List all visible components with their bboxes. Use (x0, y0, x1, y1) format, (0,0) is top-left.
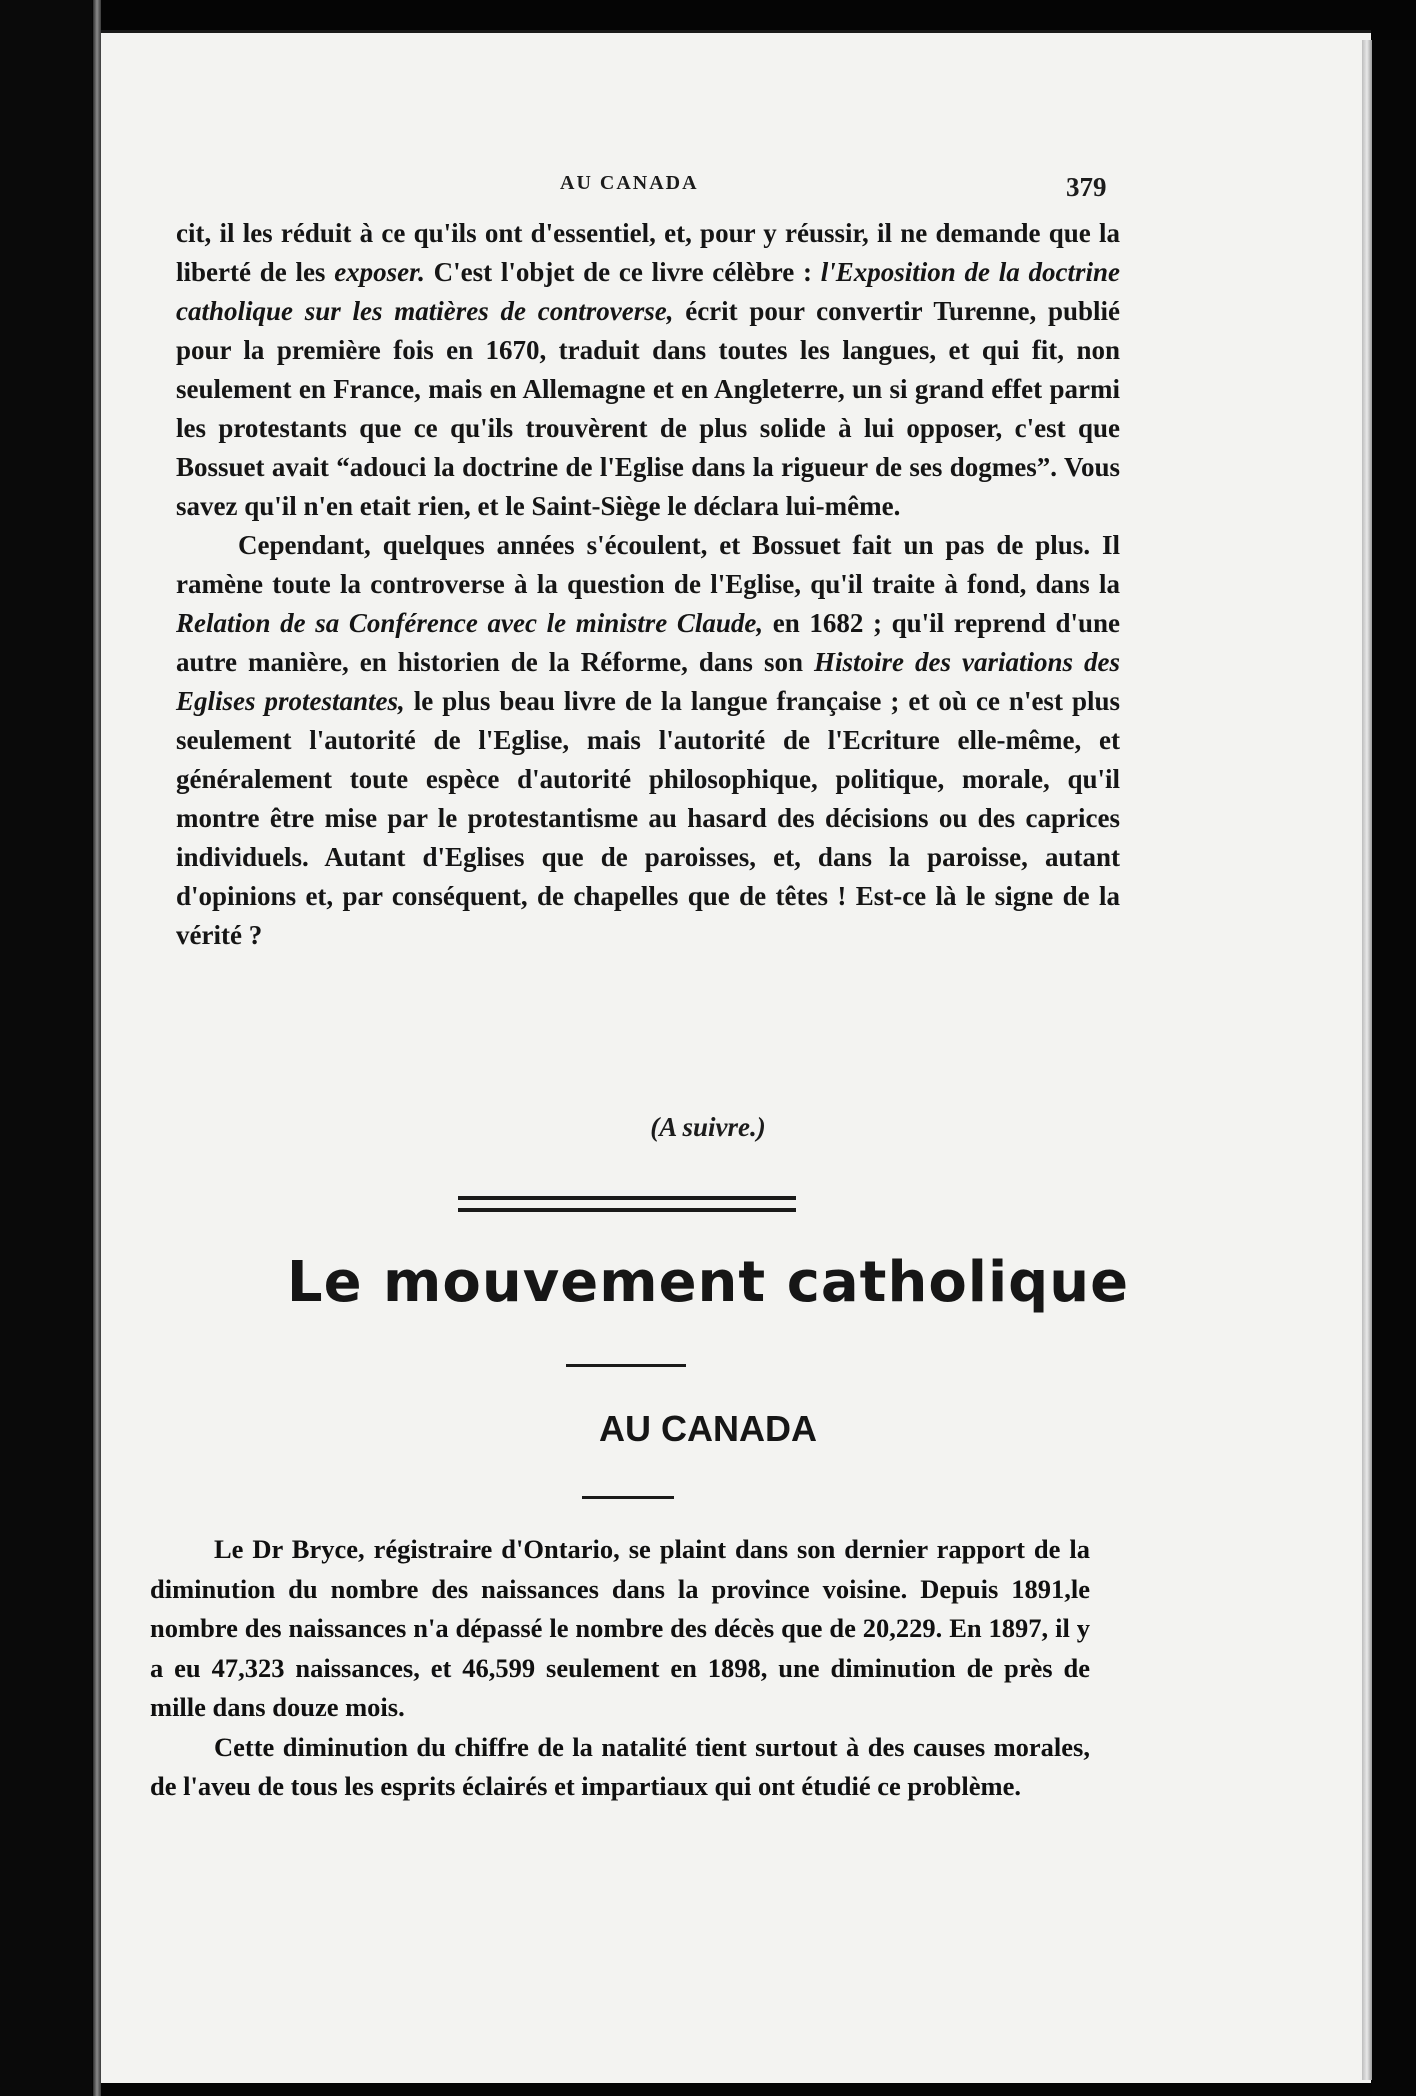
paragraph: Le Dr Bryce, régistraire d'Ontario, se plaint dans son dernier rapport de la diminution du nombre des naissances dans la province voisine. Depuis 1891,le nombre des naissances n'a dépassé le nombre des décès que de 20,229. En 1897, il y a eu 47,323 naissances, et 46,599 seulement en 1898, une diminution de près de mille dans douze mois. (150, 1534, 1090, 1722)
scan-right-margin (1372, 40, 1416, 2096)
running-head: AU CANADA (560, 172, 699, 194)
page-right-edge (1362, 40, 1372, 2080)
italic-segment: Histoire des variations des Eglises protestantes, (176, 647, 1120, 716)
italic-segment: exposer. (334, 257, 425, 287)
new-article-text (150, 1530, 1090, 1807)
text-segment: en 1682 ; qu'il reprend d'une autre manière, en historien de la Réforme, dans son (176, 608, 1120, 677)
section-divider-bottom (458, 1208, 796, 1212)
to-be-continued: (A suivre.) (650, 1112, 766, 1142)
binding-edge (93, 0, 101, 2096)
text-segment: C'est l'objet de ce livre célèbre : (424, 257, 821, 287)
continued-article-text (176, 214, 1120, 955)
italic-segment: l'Exposition de la doctrine catholique sur les matières de controverse, (176, 257, 1120, 326)
text-segment: Cependant, quelques années s'écoulent, et Bossuet fait un pas de plus. Il ramène toute la controverse à la question de l'Eglise, qu'il traite à fond, dans la (176, 530, 1120, 599)
title-rule (566, 1364, 686, 1367)
italic-segment: Relation de sa Conférence avec le ministre Claude, (176, 608, 764, 638)
paragraph: Cette diminution du chiffre de la natalité tient surtout à des causes morales, de l'aveu de tous les esprits éclairés et impartiaux qui ont étudié ce problème. (150, 1731, 1090, 1801)
scan-left-margin (0, 0, 92, 2096)
subtitle-rule (582, 1496, 674, 1499)
section-divider-top (458, 1196, 796, 1200)
text-segment: écrit pour convertir Turenne, publié pour la première fois en 1670, traduit dans toutes les langues, et qui fit, non seulement en France, mais en Allemagne et en Angleterre, un si grand effet parmi les protestants que ce qu'ils trouvèrent de plus solide à lui opposer, c'est que Bossuet avait “adouci la doctrine de l'Eglise dans la rigueur de ses dogmes”. Vous savez qu'il n'en etait rien, et le Saint-Siège le déclara lui-même. (176, 296, 1120, 521)
text-segment: cit, il les réduit à ce qu'ils ont d'essentiel, et, pour y réussir, il ne demande que la liberté de les (176, 218, 1120, 287)
text-segment: le plus beau livre de la langue française ; et où ce n'est plus seulement l'autorité de l'Eglise, mais l'autorité de l'Ecriture elle-même, et généralement toute espèce d'autorité philosophique, politique, morale, qu'il montre être mise par le protestantisme au hasard des décisions ou des caprices individuels. Autant d'Eglises que de paroisses, et, dans la paroisse, autant d'opinions et, par conséquent, de chapelles que de têtes ! Est-ce là le signe de la vérité ? (176, 686, 1120, 950)
article-title: Le mouvement catholique (286, 1250, 1130, 1315)
paragraph (176, 214, 1120, 526)
article-subtitle: AU CANADA (599, 1408, 817, 1449)
paragraph (176, 526, 1120, 955)
page-number: 379 (1066, 172, 1107, 202)
